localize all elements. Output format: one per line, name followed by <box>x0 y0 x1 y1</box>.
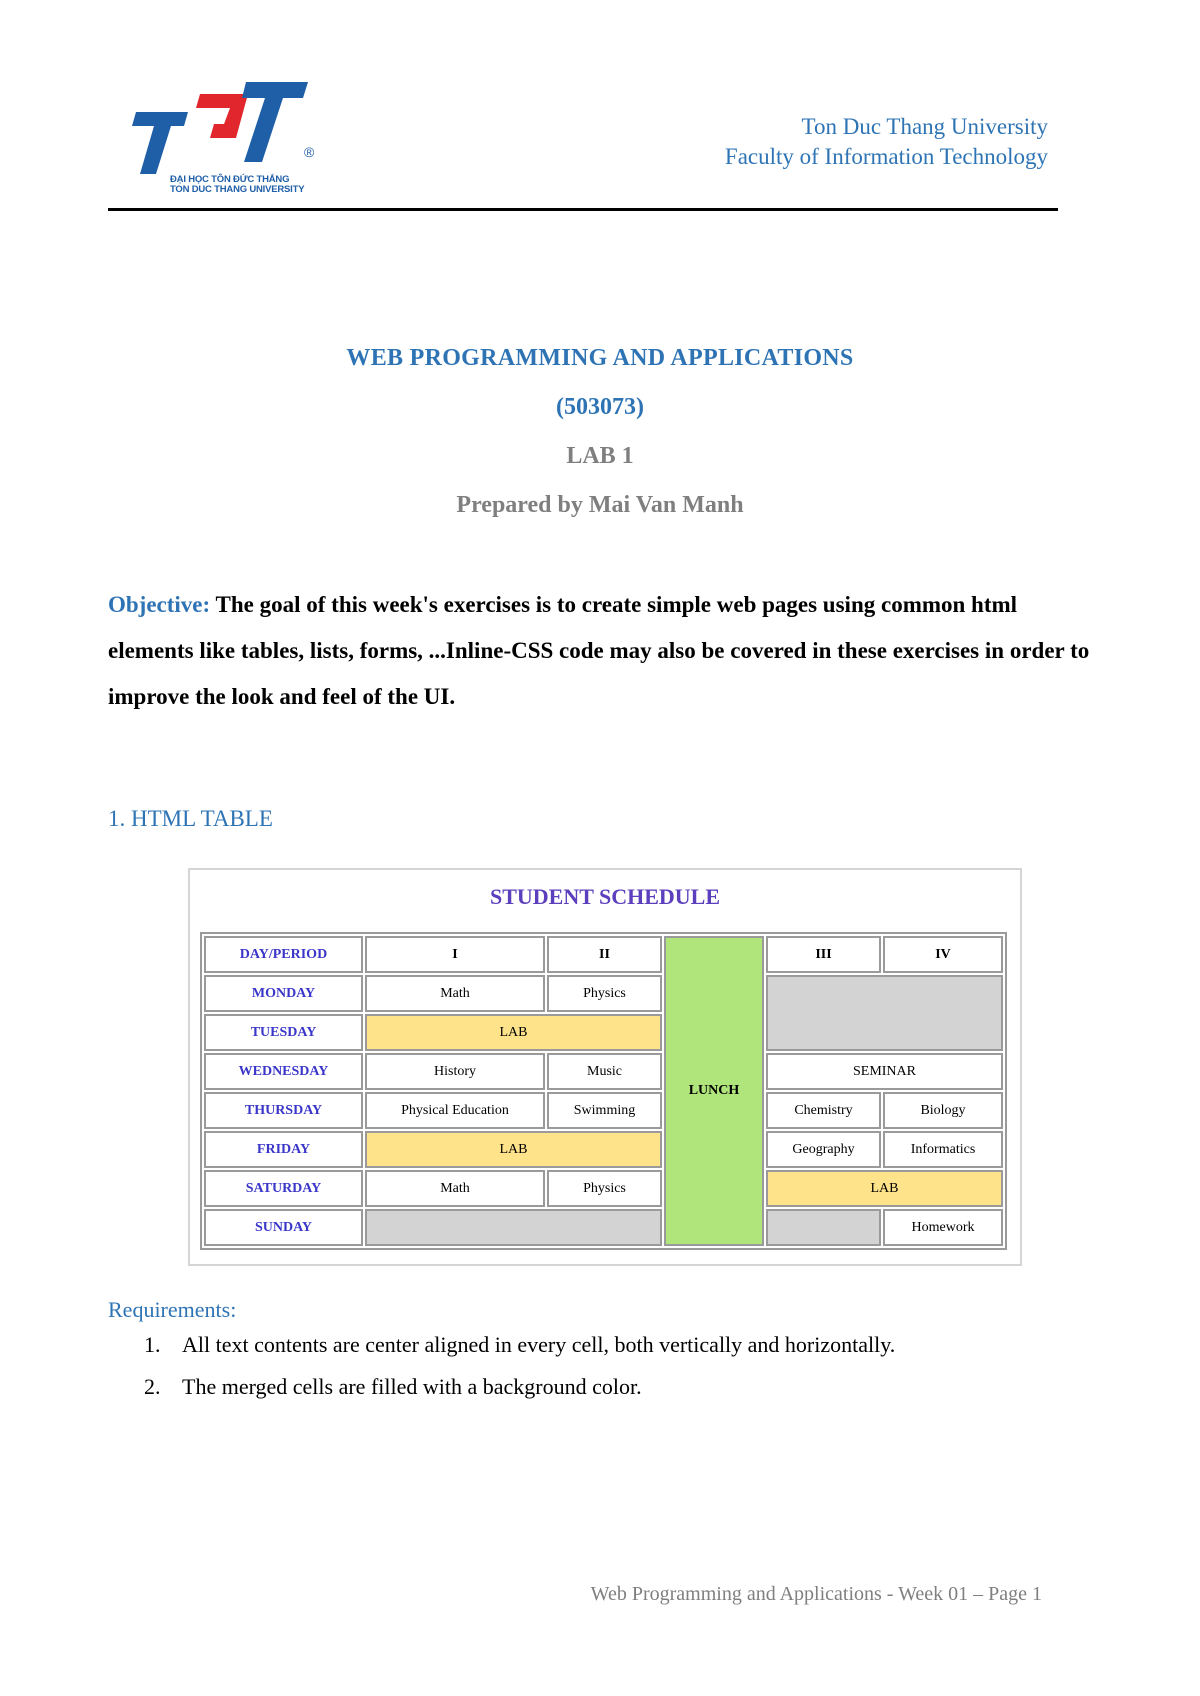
course-title: WEB PROGRAMMING AND APPLICATIONS <box>346 345 854 371</box>
cell-empty-mon-tue-pm <box>766 975 1003 1051</box>
logo-caption-vn: ĐẠI HỌC TÔN ĐỨC THẮNG <box>170 174 290 185</box>
university-name: Ton Duc Thang University <box>801 114 1048 139</box>
day-saturday: SATURDAY <box>204 1170 363 1207</box>
page-header <box>108 82 1058 212</box>
day-sunday: SUNDAY <box>204 1209 363 1246</box>
cell-thu-2: Swimming <box>547 1092 662 1129</box>
cell-fri-4: Informatics <box>883 1131 1003 1168</box>
cell-mon-2: Physics <box>547 975 662 1012</box>
day-friday: FRIDAY <box>204 1131 363 1168</box>
objective-label: Objective: <box>108 592 211 617</box>
table-row <box>204 1053 1003 1090</box>
list-item <box>108 1324 895 1366</box>
table-row <box>204 1092 1003 1129</box>
list-text: The merged cells are filled with a background color. <box>182 1374 642 1399</box>
faculty-name: Faculty of Information Technology <box>724 144 1048 169</box>
header-period-1: I <box>365 936 545 973</box>
requirements-label: Requirements: <box>108 1297 237 1322</box>
cell-fri-lab: LAB <box>365 1131 662 1168</box>
objective-text: The goal of this week's exercises is to create simple web pages using common html elements like tables, lists, forms, ...Inline-CSS code may also be covered in these exercises in order to improve the look and feel of the UI. <box>108 592 1090 709</box>
list-number: 2. <box>144 1374 161 1399</box>
schedule-table <box>200 932 1007 1250</box>
cell-sat-lab: LAB <box>766 1170 1003 1207</box>
table-row <box>204 1170 1003 1207</box>
table-row <box>204 1131 1003 1168</box>
day-tuesday: TUESDAY <box>204 1014 363 1051</box>
cell-empty-sun-am <box>365 1209 662 1246</box>
section-heading-html-table: 1. HTML TABLE <box>108 806 273 831</box>
cell-thu-4: Biology <box>883 1092 1003 1129</box>
institution-block <box>725 112 1048 172</box>
table-row <box>204 975 1003 1012</box>
table-row <box>204 1209 1003 1246</box>
header-day-period: DAY/PERIOD <box>204 936 363 973</box>
cell-thu-1: Physical Education <box>365 1092 545 1129</box>
schedule-title: STUDENT SCHEDULE <box>489 884 721 909</box>
page-footer: Web Programming and Applications - Week 01 – Page 1 <box>590 1583 1042 1605</box>
day-monday: MONDAY <box>204 975 363 1012</box>
cell-thu-3: Chemistry <box>766 1092 881 1129</box>
cell-fri-3: Geography <box>766 1131 881 1168</box>
header-divider <box>108 208 1058 211</box>
list-item <box>108 1366 895 1408</box>
cell-sat-2: Physics <box>547 1170 662 1207</box>
list-text: All text contents are center aligned in every cell, both vertically and horizontally. <box>182 1332 896 1357</box>
lunch-cell: LUNCH <box>664 936 764 1246</box>
logo-caption <box>170 175 304 195</box>
table-row <box>204 936 1003 973</box>
tdt-logo-mark <box>118 82 328 174</box>
day-wednesday: WEDNESDAY <box>204 1053 363 1090</box>
header-period-3: III <box>766 936 881 973</box>
objective-paragraph <box>108 582 1103 720</box>
cell-mon-1: Math <box>365 975 545 1012</box>
lab-number: LAB 1 <box>566 443 634 469</box>
header-period-4: IV <box>883 936 1003 973</box>
registered-mark: ® <box>304 144 315 160</box>
cell-wed-seminar: SEMINAR <box>766 1053 1003 1090</box>
cell-sun-4: Homework <box>883 1209 1003 1246</box>
cell-wed-1: History <box>365 1053 545 1090</box>
course-code: (503073) <box>556 394 644 420</box>
logo-caption-en: TON DUC THANG UNIVERSITY <box>170 184 305 195</box>
cell-sat-1: Math <box>365 1170 545 1207</box>
author-line: Prepared by Mai Van Manh <box>456 492 744 518</box>
schedule-figure <box>188 868 1022 1266</box>
header-period-2: II <box>547 936 662 973</box>
requirements-list <box>108 1324 895 1408</box>
cell-empty-sun-3 <box>766 1209 881 1246</box>
day-thursday: THURSDAY <box>204 1092 363 1129</box>
list-number: 1. <box>144 1332 161 1357</box>
cell-tue-lab: LAB <box>365 1014 662 1051</box>
cell-wed-2: Music <box>547 1053 662 1090</box>
tdt-logo <box>118 82 328 200</box>
